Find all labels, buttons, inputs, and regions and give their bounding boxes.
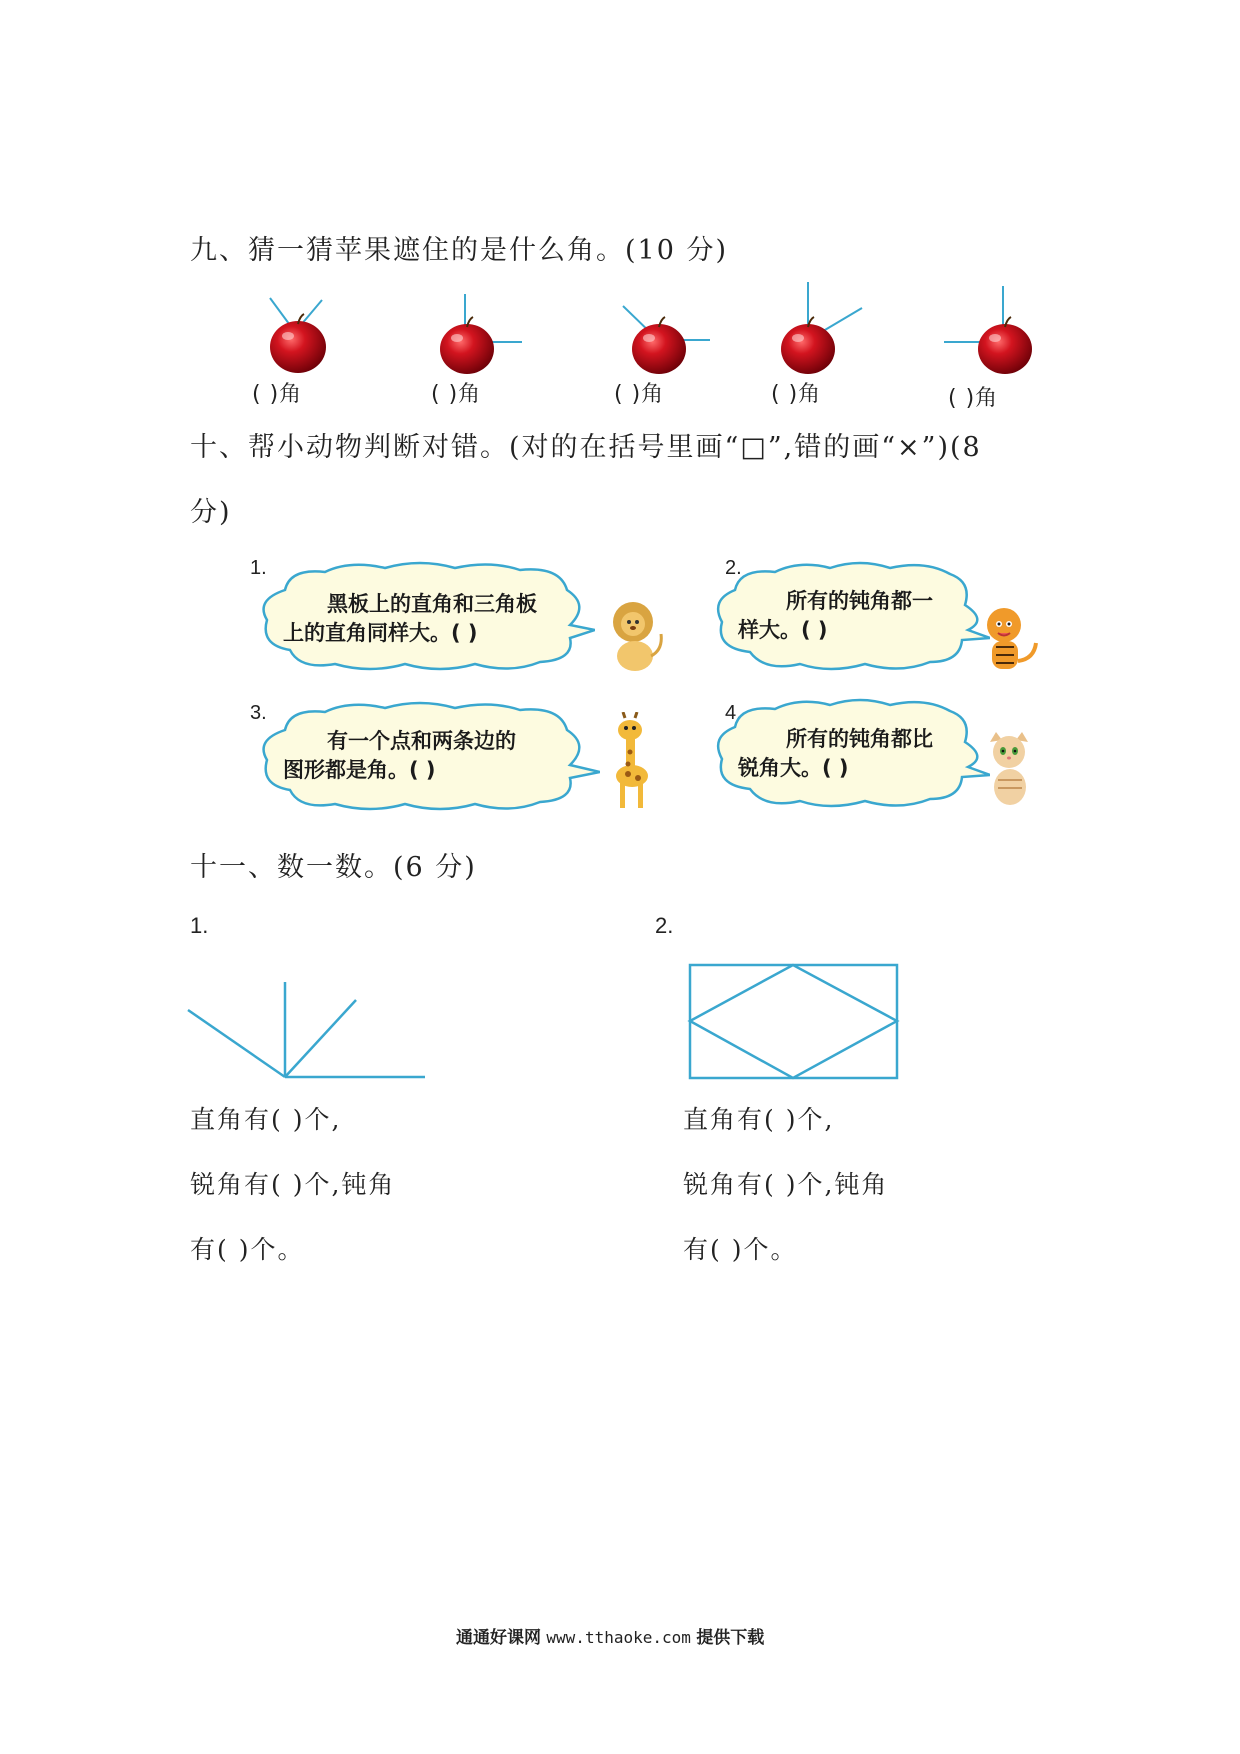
- judge-item-number: 4.: [725, 702, 742, 724]
- footer-suffix: 提供下载: [696, 1628, 765, 1648]
- tiger-icon: [978, 605, 1040, 675]
- apple-angle-2: [440, 294, 522, 374]
- count-item-2-number: 2.: [655, 913, 674, 938]
- apple-answer-2[interactable]: ( )角: [431, 382, 482, 407]
- angle-fan-figure: [180, 970, 440, 1080]
- apple-angles-figure: [0, 270, 1240, 385]
- section-10-heading: 十、帮小动物判断对错。(对的在括号里画“□”,错的画“×”)(8: [190, 432, 982, 463]
- apple-answer-1[interactable]: ( )角: [252, 382, 303, 407]
- section-10-heading-cont: 分): [190, 497, 232, 528]
- section-9-heading: 九、猜一猜苹果遮住的是什么角。(10 分): [190, 235, 729, 266]
- apple-answer-3[interactable]: ( )角: [614, 382, 665, 407]
- apple-answer-5[interactable]: ( )角: [948, 386, 999, 411]
- left-right-angle-count[interactable]: 直角有( )个,: [190, 1105, 342, 1134]
- footer-url[interactable]: www.tthaoke.com: [546, 1628, 691, 1647]
- right-obtuse-count[interactable]: 有( )个。: [683, 1235, 798, 1264]
- left-obtuse-count[interactable]: 有( )个。: [190, 1235, 305, 1264]
- judge-item-number: 3.: [250, 702, 267, 724]
- judge-item-number: 2.: [725, 557, 742, 579]
- apple-answer-4[interactable]: ( )角: [771, 382, 822, 407]
- bubble-line-2: 锐角大。( ): [738, 756, 849, 780]
- left-acute-obtuse-count[interactable]: 锐角有( )个,钝角: [190, 1170, 396, 1199]
- apple-angle-1: [270, 298, 326, 373]
- count-item-1-number: 1.: [190, 913, 209, 938]
- bubble-line-1: 所有的钝角都比: [786, 727, 933, 751]
- bubble-line-1: 有一个点和两条边的: [327, 729, 516, 753]
- judge-item-number: 1.: [250, 557, 267, 579]
- bubble-line-2: 图形都是角。( ): [283, 758, 436, 782]
- bubble-line-1: 所有的钝角都一: [786, 589, 933, 613]
- bubble-line-2: 样大。( ): [738, 618, 828, 642]
- apple-angle-5: [944, 286, 1032, 374]
- bubble-line-1: 黑板上的直角和三角板: [327, 592, 537, 616]
- right-right-angle-count[interactable]: 直角有( )个,: [683, 1105, 835, 1134]
- apple-angle-3: [623, 306, 710, 374]
- footer-site-name: 通通好课网: [456, 1628, 541, 1648]
- cat-icon: [980, 732, 1042, 812]
- lion-icon: [605, 598, 667, 673]
- right-acute-obtuse-count[interactable]: 锐角有( )个,钝角: [683, 1170, 889, 1199]
- section-11-heading: 十一、数一数。(6 分): [190, 852, 477, 883]
- footer: [456, 1623, 764, 1648]
- giraffe-icon: [600, 712, 662, 812]
- apple-angle-4: [781, 282, 862, 374]
- rectangle-rhombus-figure: [680, 960, 900, 1080]
- bubble-line-2: 上的直角同样大。( ): [283, 621, 478, 645]
